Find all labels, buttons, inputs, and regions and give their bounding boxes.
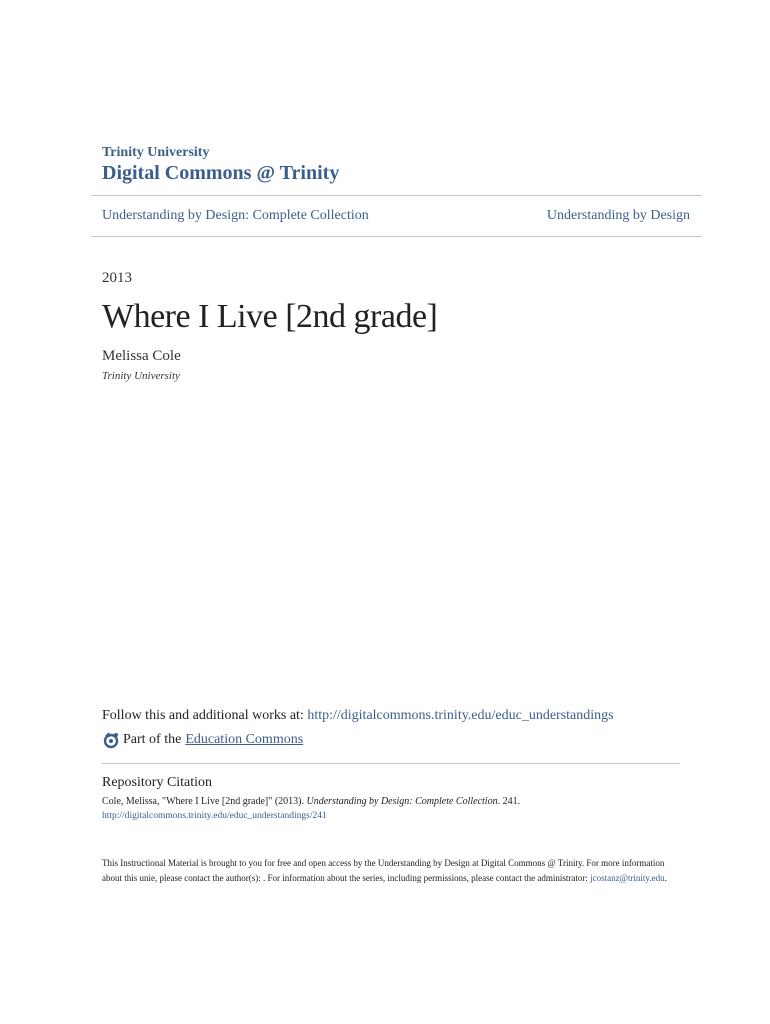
citation-text (102, 796, 520, 807)
notice-end: . (664, 873, 667, 883)
education-commons-link[interactable]: Education Commons (185, 732, 304, 747)
institution-name: Trinity University (102, 145, 210, 160)
header-divider (91, 195, 702, 196)
follow-divider (102, 763, 680, 764)
part-of-line (102, 731, 303, 749)
access-notice (102, 856, 672, 886)
citation-number: . 241. (497, 796, 521, 807)
follow-works-line (102, 708, 614, 724)
notice-text: This Instructional Material is brought to you for free and open access by the Understanding by Design at Digital Commons @ Trinity. For more information about this unie, please contact the author(s): . For information about the series, including permissions, please contact the administrator: (102, 858, 665, 883)
repository-citation-heading: Repository Citation (102, 775, 213, 790)
part-of-prefix: Part of the (123, 732, 182, 747)
author-affiliation: Trinity University (102, 370, 180, 382)
publication-year: 2013 (102, 270, 132, 286)
author-name: Melissa Cole (102, 348, 181, 364)
nav-divider (91, 236, 702, 237)
repository-name[interactable]: Digital Commons @ Trinity (102, 162, 340, 184)
work-title: Where I Live [2nd grade] (102, 298, 438, 335)
network-icon (102, 731, 120, 749)
follow-prefix: Follow this and additional works at: (102, 708, 308, 723)
series-link[interactable]: Understanding by Design: Complete Collection (102, 208, 369, 223)
citation-authors-title: Cole, Melissa, "Where I Live [2nd grade]" (2013). (102, 796, 307, 807)
collection-url-link[interactable]: http://digitalcommons.trinity.edu/educ_understandings (307, 708, 614, 723)
department-link[interactable]: Understanding by Design (546, 208, 690, 223)
citation-url-link[interactable]: http://digitalcommons.trinity.edu/educ_understandings/241 (102, 811, 327, 821)
citation-collection: Understanding by Design: Complete Collection (306, 796, 498, 807)
admin-email-link[interactable]: jcostanz@trinity.edu (590, 873, 665, 883)
